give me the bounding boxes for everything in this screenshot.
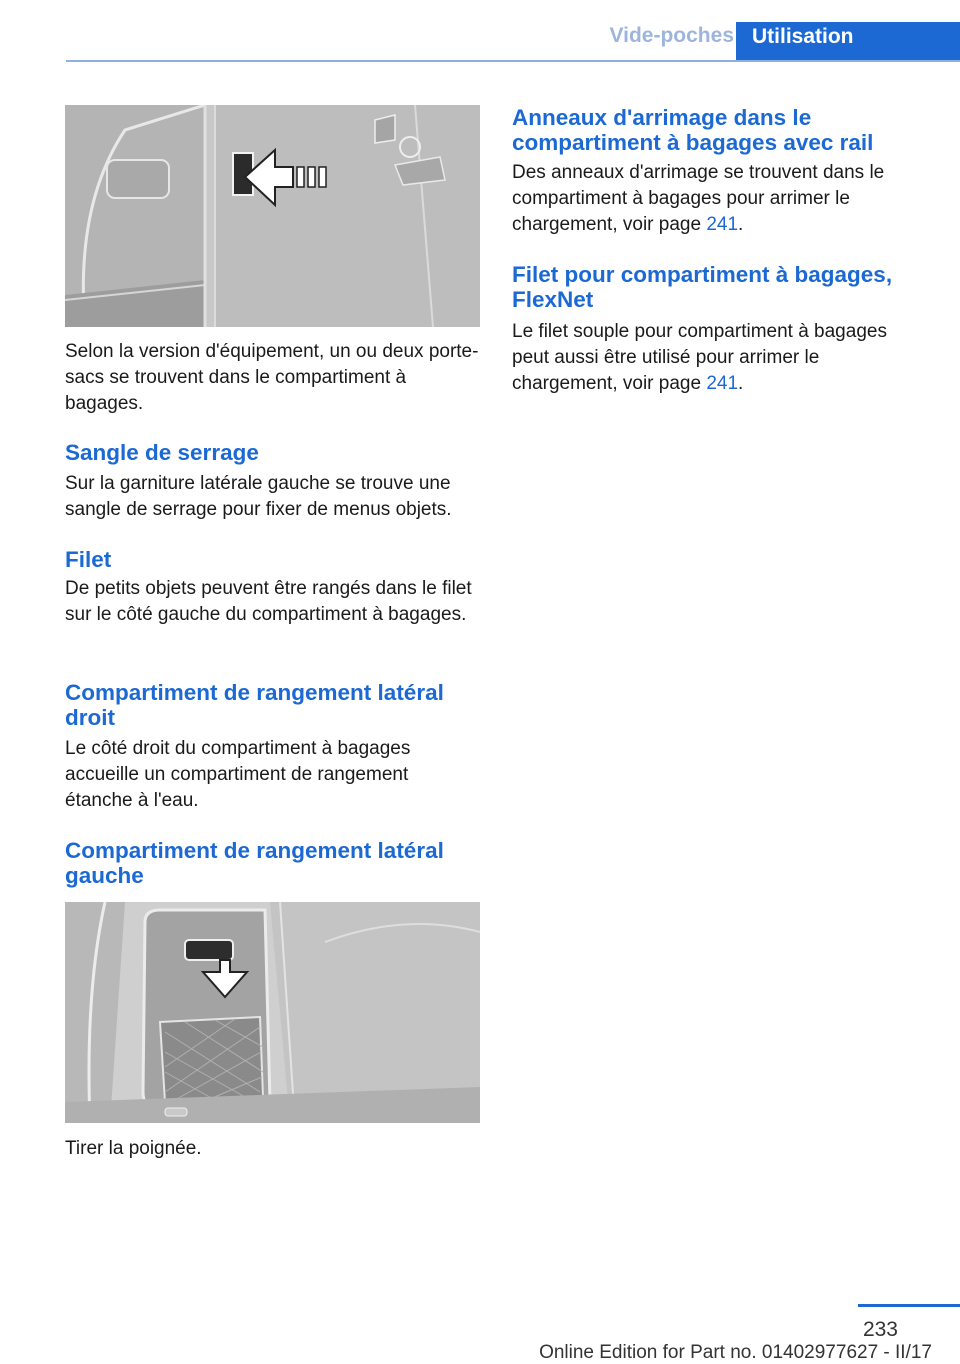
flexnet-paragraph xyxy=(512,319,922,397)
left-compartment-heading: Compartiment de rangement latéral gauche xyxy=(65,838,444,888)
edition-footer: Online Edition for Part no. 01402977627 - II/17 xyxy=(539,1342,932,1363)
page-number: 233 xyxy=(862,1318,898,1341)
trunk-bag-holder-illustration xyxy=(65,105,480,327)
lashing-rings-heading: Anneaux d'arrimage dans le compartiment à bagages avec rail xyxy=(512,105,874,155)
header-rule xyxy=(66,60,960,62)
side-compartment-handle-illustration xyxy=(65,902,480,1123)
flexnet-text-end: . xyxy=(738,373,744,394)
right-compartment-paragraph: Le côté droit du compartiment à bagages accueille un compartiment de rangement étanche à l'eau. xyxy=(65,738,411,811)
lashing-rings-text: Des anneaux d'arrimage se trouvent dans le compartiment à bagages pour arrimer le chargement, voir page xyxy=(512,162,885,235)
page-header xyxy=(0,0,960,62)
right-compartment-heading: Compartiment de rangement latéral droit xyxy=(65,680,444,730)
net-heading: Filet xyxy=(65,547,112,572)
footer-rule xyxy=(858,1304,960,1307)
section-tab[interactable]: Vide-poches xyxy=(609,24,734,47)
page-link-241[interactable]: 241 xyxy=(706,214,739,235)
chapter-tab[interactable]: Utilisation xyxy=(736,22,960,62)
strap-paragraph: Sur la garniture latérale gauche se trouve une sangle de serrage pour fixer de menus objets. xyxy=(65,473,452,520)
strap-heading: Sangle de serrage xyxy=(65,440,259,465)
bag-holder-paragraph: Selon la version d'équipement, un ou deux porte-sacs se trouvent dans le compartiment à bagages. xyxy=(65,341,479,414)
flexnet-heading: Filet pour compartiment à bagages, FlexNet xyxy=(512,262,893,312)
side-compartment-handle-icon xyxy=(65,902,480,1123)
trunk-bag-holder-icon xyxy=(65,105,480,327)
net-paragraph: De petits objets peuvent être rangés dans le filet sur le côté gauche du compartiment à bagages. xyxy=(65,578,472,625)
pull-handle-caption: Tirer la poignée. xyxy=(65,1138,202,1159)
lashing-rings-paragraph xyxy=(512,160,922,238)
flexnet-text: Le filet souple pour compartiment à bagages peut aussi être utilisé pour arrimer le chargement, voir page xyxy=(512,321,887,394)
lashing-rings-text-end: . xyxy=(738,214,744,235)
page-link-241-flexnet[interactable]: 241 xyxy=(706,373,739,394)
